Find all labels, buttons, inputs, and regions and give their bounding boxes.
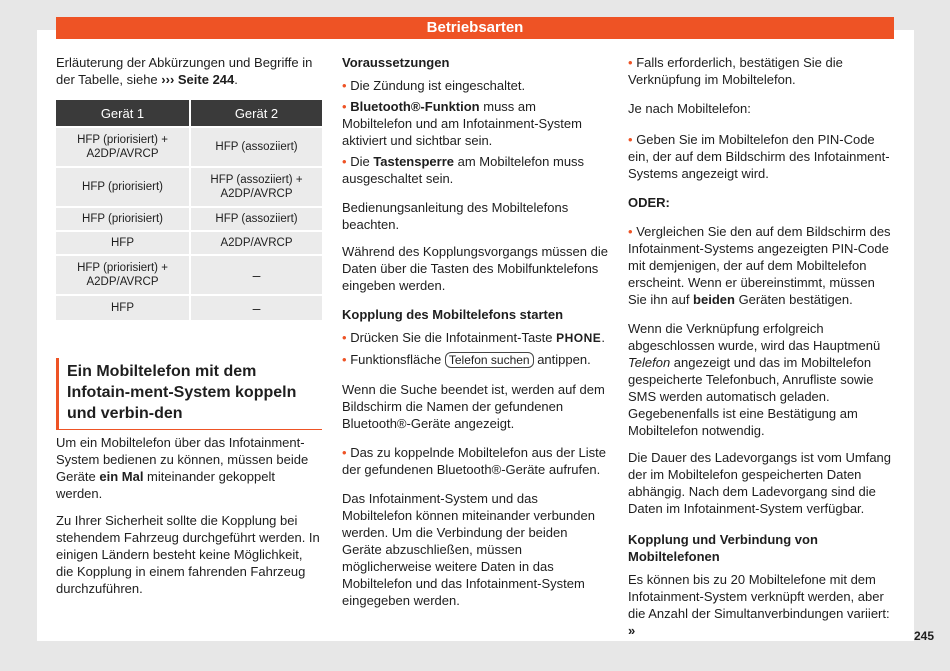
paragraph: Zu Ihrer Sicherheit sollte die Kopplung bei stehendem Fahrzeug durchgeführt werden. In einigen Ländern besteht keine Möglichkeit, die Kopplung in einem fahrenden Fahrzeug durchzuführen. — [56, 513, 320, 596]
section-title: Ein Mobiltelefon mit dem Infotain-ment-System koppeln und verbin-den — [56, 358, 322, 430]
text: Die — [350, 154, 374, 169]
table-cell: HFP (assoziiert) + A2DP/AVRCP — [189, 168, 322, 206]
intro-paragraph — [56, 54, 322, 88]
table-row — [56, 168, 322, 206]
paragraph — [56, 434, 322, 502]
table-cell: – — [189, 256, 322, 294]
text: Geben Sie im Mobiltelefon den PIN-Code ein, der auf dem Bildschirm des Infotainment-Systems angezeigt wird. — [628, 132, 890, 181]
text: Drücken Sie die Infotainment-Taste — [350, 330, 557, 345]
text: Falls erforderlich, bestätigen Sie die Verknüpfung im Mobiltelefon. — [628, 55, 843, 87]
bullet-icon: • — [342, 352, 347, 367]
table-row — [56, 128, 322, 166]
table-cell: HFP (priorisiert) — [56, 168, 189, 206]
bullet-icon: • — [342, 154, 347, 169]
intro-text: Erläuterung der Abkürzungen und Begriffe in der Tabelle, siehe — [56, 55, 313, 87]
list-item — [342, 153, 608, 187]
text: Wenn die Verknüpfung erfolgreich abgeschlossen wurde, wird das Hauptmenü — [628, 321, 881, 353]
table-cell: HFP (priorisiert) + A2DP/AVRCP — [56, 256, 189, 294]
paragraph: Je nach Mobiltelefon: — [628, 101, 751, 116]
table-row — [56, 296, 322, 320]
text: antippen. — [533, 352, 591, 367]
bullet-icon: • — [628, 55, 633, 70]
text: am Mobiltelefon muss ausgeschaltet sein. — [342, 154, 585, 186]
table-cell: HFP — [56, 296, 189, 320]
modes-table — [56, 98, 322, 322]
table-row — [56, 208, 322, 230]
list-item — [628, 131, 894, 182]
menu-name: Telefon — [628, 355, 671, 370]
table-row — [56, 256, 322, 294]
connection-heading: Kopplung und Verbindung von Mobiltelefonen — [628, 532, 818, 564]
search-phone-button[interactable]: Telefon suchen — [445, 352, 534, 368]
column-middle — [342, 54, 608, 619]
table-cell: HFP (assoziiert) — [189, 208, 322, 230]
list-item — [342, 444, 608, 478]
or-label: ODER: — [628, 195, 670, 210]
table-cell: – — [189, 296, 322, 320]
text: Vergleichen Sie den auf dem Bildschirm des Infotainment-Systems angezeigten PIN-Code mit demjenigen, der auf dem Mobiltelefon erscheint. Wenn er übereinstimmt, müssen Sie ihn auf — [628, 224, 891, 307]
text: Die Zündung ist eingeschaltet. — [350, 78, 526, 93]
emphasis: ein Mal — [99, 469, 144, 484]
paragraph: Während des Kopplungsvorgangs müssen die Daten über die Tasten des Mobilfunktelefons eingeben werden. — [342, 244, 608, 293]
list-item — [342, 98, 608, 149]
bullet-icon: • — [342, 78, 347, 93]
bullet-icon: • — [628, 224, 633, 239]
column-right — [628, 54, 894, 649]
page-header-bar — [56, 17, 894, 39]
text: Um ein Mobiltelefon über das Infotainment-System bedienen zu können, müssen beide Geräte — [56, 435, 309, 484]
text: . — [601, 330, 605, 345]
list-item — [628, 54, 894, 88]
prerequisites-heading: Voraussetzungen — [342, 55, 450, 70]
paragraph — [628, 571, 894, 639]
paragraph: Die Dauer des Ladevorgangs ist vom Umfang der im Mobiltelefon gespeicherten Daten abhängig. Nach dem Ladevorgang sind die Daten im Infotainment-System verfügbar. — [628, 450, 892, 516]
text: Es können bis zu 20 Mobiltelefone mit dem Infotainment-System verknüpft werden, aber die Anzahl der Simultanverbindungen variiert: — [628, 572, 890, 621]
page-number: 245 — [914, 629, 935, 643]
paragraph — [628, 320, 894, 439]
table-cell: HFP — [56, 232, 189, 254]
phone-key: PHONE — [556, 331, 602, 345]
text: miteinander gekoppelt werden. — [56, 469, 275, 501]
paragraph: Das Infotainment-System und das Mobiltelefon können miteinander verbunden werden. Um die Verbindung der beiden Geräte abzuschließen, müssen möglicherweise weitere Daten in das Mobiltelefon und das Infotainment-System eingegeben werden. — [342, 491, 595, 608]
emphasis: Bluetooth®-Funktion — [350, 99, 480, 114]
table-header-row — [56, 100, 322, 126]
text: Das zu koppelnde Mobiltelefon aus der Liste der gefundenen Bluetooth®-Geräte aufrufen. — [342, 445, 607, 477]
table-header-cell: Gerät 2 — [189, 100, 322, 126]
paragraph: Wenn die Suche beendet ist, werden auf dem Bildschirm die Namen der gefundenen Bluetooth®-Geräte angezeigt. — [342, 382, 605, 431]
text: muss am Mobiltelefon und am Infotainment-System aktiviert und sichtbar sein. — [342, 99, 582, 148]
table-header-cell: Gerät 1 — [56, 100, 189, 126]
page-reference-link[interactable]: ››› Seite 244 — [161, 72, 235, 87]
list-item — [342, 351, 608, 369]
bullet-icon: • — [628, 132, 633, 147]
text: Geräten bestätigen. — [734, 292, 853, 307]
table-cell: HFP (assoziiert) — [189, 128, 322, 166]
modes-table-wrapper — [56, 88, 322, 322]
table-cell: A2DP/AVRCP — [189, 232, 322, 254]
text: angezeigt und das im Mobiltelefon gespeicherte Telefonbuch, Anrufliste sowie SMS werden automatisch geladen. Gegebenenfalls ist eine Bestätigung am Mobiltelefon notwendig. — [628, 355, 874, 438]
paragraph: Bedienungsanleitung des Mobiltelefons beachten. — [342, 200, 569, 232]
table-cell: HFP (priorisiert) + A2DP/AVRCP — [56, 128, 189, 166]
emphasis: beiden — [693, 292, 735, 307]
list-item — [342, 329, 608, 347]
table-cell: HFP (priorisiert) — [56, 208, 189, 230]
emphasis: Tastensperre — [373, 154, 454, 169]
header-title: Betriebsarten — [426, 19, 524, 36]
continue-arrow-icon: » — [628, 623, 636, 638]
intro-end: . — [234, 72, 238, 87]
bullet-icon: • — [342, 99, 347, 114]
pairing-heading: Kopplung des Mobiltelefons starten — [342, 307, 564, 322]
list-item — [628, 223, 894, 308]
list-item — [342, 77, 608, 94]
table-row — [56, 232, 322, 254]
column-left-body — [56, 434, 322, 607]
bullet-icon: • — [342, 445, 347, 460]
text: Funktionsfläche — [350, 352, 445, 367]
bullet-icon: • — [342, 330, 347, 345]
